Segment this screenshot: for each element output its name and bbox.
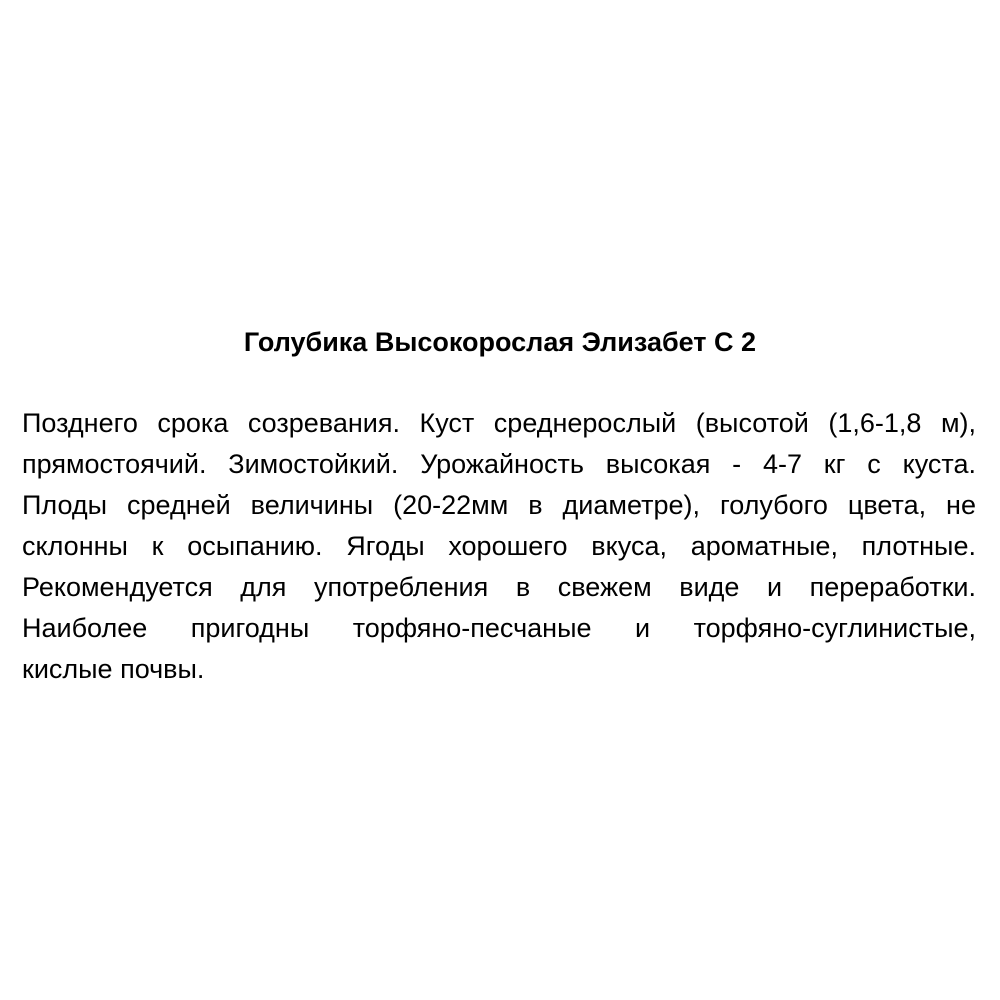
description-line: Рекомендуется для употребления в свежем виде и переработки.	[22, 572, 976, 602]
product-title: Голубика Высокорослая Элизабет С 2	[243, 327, 757, 357]
description-line: склонны к осыпанию. Ягоды хорошего вкуса, ароматные, плотные.	[22, 531, 976, 561]
description-line: Позднего срока созревания. Куст среднерослый (высотой (1,6-1,8 м),	[22, 408, 976, 438]
description-line: Плоды средней величины (20-22мм в диаметре), голубого цвета, не	[22, 490, 976, 520]
product-description	[22, 403, 976, 690]
description-line: прямостоячий. Зимостойкий. Урожайность высокая - 4-7 кг с куста.	[22, 449, 976, 479]
description-line: Наиболее пригодны торфяно-песчаные и торфяно-суглинистые,	[22, 613, 976, 643]
description-line: кислые почвы.	[22, 654, 205, 684]
